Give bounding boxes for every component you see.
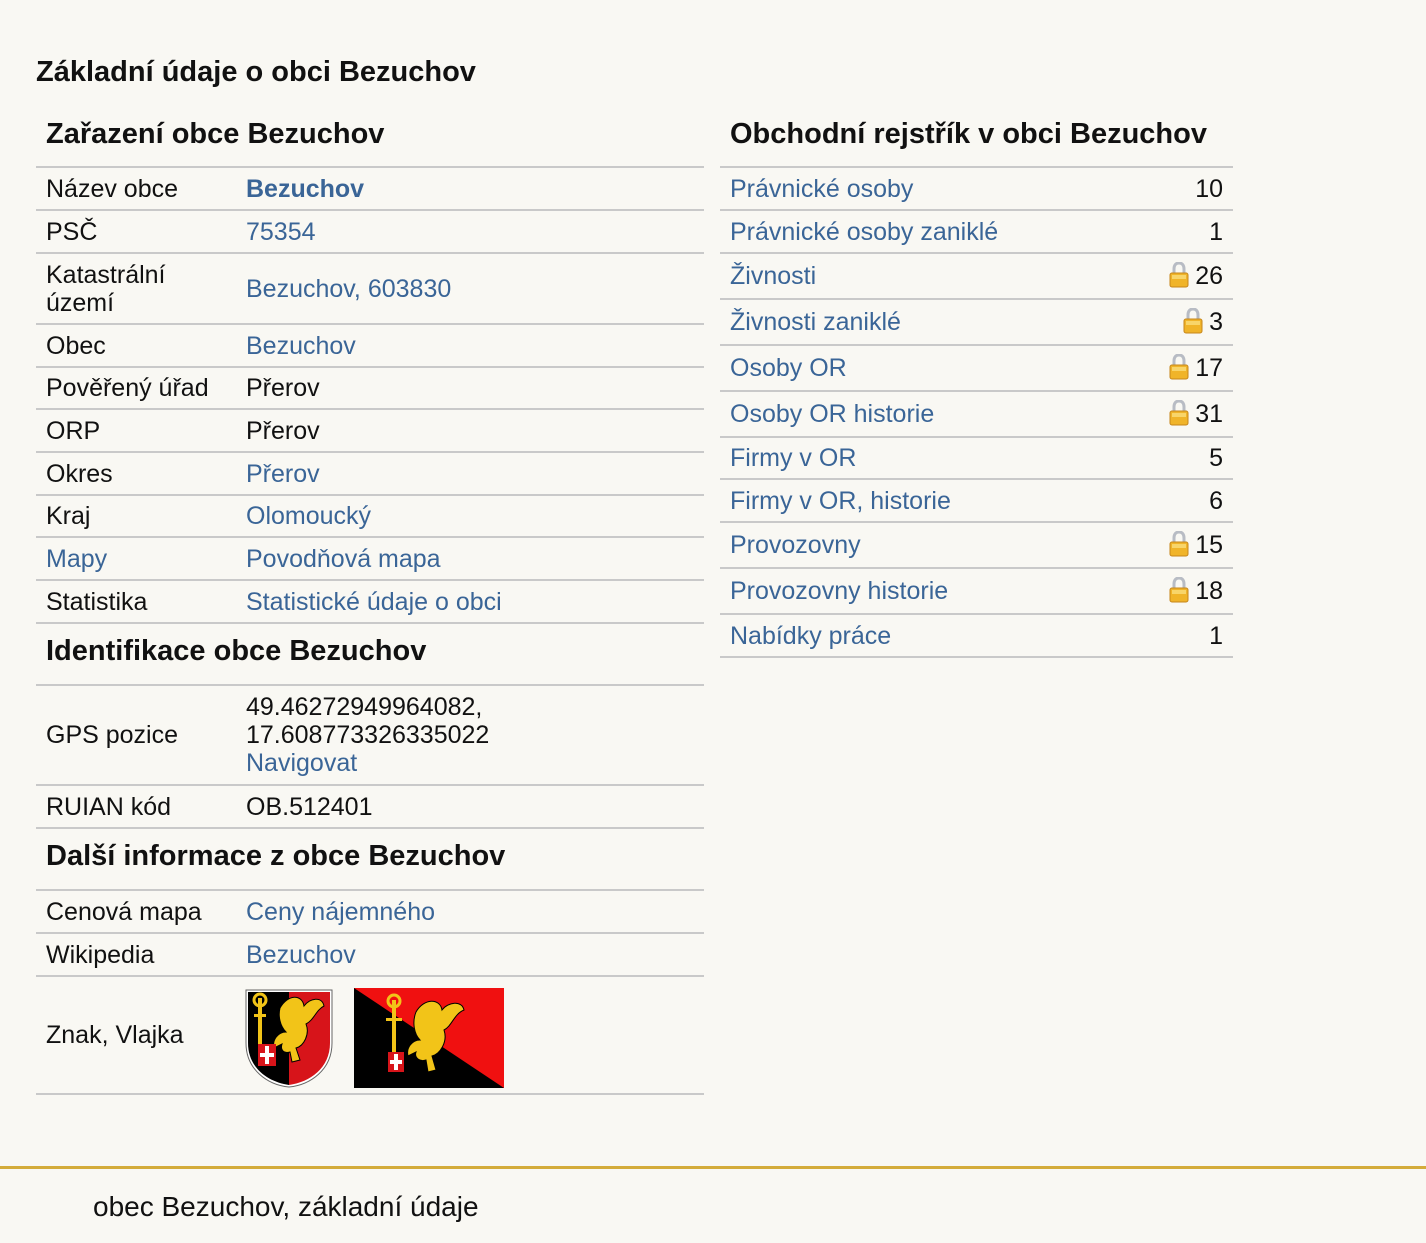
rejstrik-count: 31 <box>1195 400 1223 428</box>
table-row <box>720 299 1233 345</box>
table-row <box>36 324 704 367</box>
row-label: Statistika <box>36 580 236 623</box>
katastralni-uzemi-link[interactable]: Bezuchov, 603830 <box>246 274 452 303</box>
lock-icon <box>1169 400 1189 426</box>
lock-icon <box>1169 262 1189 288</box>
table-row <box>36 686 704 785</box>
navigate-link[interactable]: Navigovat <box>246 749 358 777</box>
statistika-link[interactable]: Statistické údaje o obci <box>246 587 502 616</box>
zarazeni-table <box>36 168 704 624</box>
rejstrik-count: 6 <box>1209 486 1223 515</box>
orp-value: Přerov <box>236 409 704 452</box>
coat-of-arms <box>244 988 334 1088</box>
row-label: Wikipedia <box>36 933 236 976</box>
rejstrik-count: 17 <box>1195 354 1223 382</box>
rejstrik-count: 1 <box>1209 621 1223 650</box>
table-row <box>36 409 704 452</box>
rejstrik-heading: Obchodní rejstřík v obci Bezuchov <box>720 110 1233 168</box>
rejstrik-link[interactable]: Osoby OR historie <box>730 400 935 428</box>
rejstrik-link[interactable]: Právnické osoby zaniklé <box>730 217 999 246</box>
gps-longitude: 17.608773326335022 <box>246 721 490 749</box>
obec-link[interactable]: Bezuchov <box>246 331 356 360</box>
row-label: Pověřený úřad <box>36 367 236 409</box>
row-label: Obec <box>36 324 236 367</box>
table-row <box>36 933 704 976</box>
psc-link[interactable]: 75354 <box>246 217 316 246</box>
rejstrik-count: 26 <box>1195 262 1223 290</box>
mapy-link[interactable]: Mapy <box>46 544 108 573</box>
gps-latitude: 49.46272949964082, <box>246 693 483 721</box>
rejstrik-link[interactable]: Právnické osoby <box>730 174 914 203</box>
rejstrik-table <box>720 168 1233 658</box>
table-row <box>720 614 1233 657</box>
table-row <box>36 785 704 828</box>
rejstrik-link[interactable]: Osoby OR <box>730 354 847 382</box>
row-label: ORP <box>36 409 236 452</box>
rejstrik-count: 5 <box>1209 444 1223 472</box>
obec-name-link[interactable]: Bezuchov <box>246 174 365 203</box>
row-label: GPS pozice <box>36 686 236 785</box>
ruian-value: OB.512401 <box>236 785 704 828</box>
lock-icon <box>1169 354 1189 380</box>
table-row <box>36 976 704 1094</box>
table-row <box>720 437 1233 479</box>
rejstrik-count: 3 <box>1209 308 1223 336</box>
table-row <box>36 253 704 324</box>
rejstrik-count: 10 <box>1195 174 1223 203</box>
footer-text: obec Bezuchov, základní údaje <box>93 1191 479 1222</box>
table-row <box>36 891 704 933</box>
table-row <box>36 580 704 623</box>
table-row <box>720 253 1233 299</box>
row-label: Katastrální území <box>36 253 236 324</box>
identifikace-heading: Identifikace obce Bezuchov <box>36 624 704 686</box>
lock-icon <box>1169 531 1189 557</box>
rejstrik-link[interactable]: Provozovny historie <box>730 577 949 605</box>
lock-icon <box>1183 308 1203 334</box>
table-row <box>36 495 704 537</box>
page-title: Základní údaje o obci Bezuchov <box>36 56 476 88</box>
rejstrik-link[interactable]: Provozovny <box>730 531 861 559</box>
rejstrik-link[interactable]: Živnosti <box>730 262 817 290</box>
rejstrik-count: 1 <box>1209 217 1223 246</box>
ceny-najemneho-link[interactable]: Ceny nájemného <box>246 897 436 926</box>
row-label: Cenová mapa <box>36 891 236 933</box>
municipal-flag <box>354 988 504 1088</box>
row-label: RUIAN kód <box>36 785 236 828</box>
dalsi-heading: Další informace z obce Bezuchov <box>36 829 704 891</box>
row-label: PSČ <box>36 210 236 253</box>
left-column <box>36 110 704 1095</box>
rejstrik-link[interactable]: Firmy v OR, historie <box>730 486 951 515</box>
table-row <box>720 345 1233 391</box>
zarazeni-heading: Zařazení obce Bezuchov <box>36 110 704 168</box>
table-row <box>36 452 704 495</box>
table-row <box>36 537 704 580</box>
table-row <box>36 168 704 210</box>
wikipedia-link[interactable]: Bezuchov <box>246 940 356 969</box>
row-label: Okres <box>36 452 236 495</box>
rejstrik-count: 18 <box>1195 577 1223 605</box>
dalsi-table <box>36 891 704 1095</box>
table-row <box>36 210 704 253</box>
kraj-link[interactable]: Olomoucký <box>246 502 372 530</box>
table-row <box>720 391 1233 437</box>
identifikace-table <box>36 686 704 829</box>
rejstrik-link[interactable]: Živnosti zaniklé <box>730 308 901 336</box>
table-row <box>720 568 1233 614</box>
okres-link[interactable]: Přerov <box>246 459 320 488</box>
row-label: Znak, Vlajka <box>36 976 236 1094</box>
table-row <box>720 479 1233 522</box>
table-row <box>720 522 1233 568</box>
table-row <box>720 210 1233 253</box>
right-column <box>720 110 1233 658</box>
povereny-urad-value: Přerov <box>236 367 704 409</box>
table-row <box>720 168 1233 210</box>
row-label: Kraj <box>36 495 236 537</box>
povodnova-mapa-link[interactable]: Povodňová mapa <box>246 544 441 573</box>
rejstrik-count: 15 <box>1195 531 1223 559</box>
rejstrik-link[interactable]: Nabídky práce <box>730 621 892 650</box>
rejstrik-link[interactable]: Firmy v OR <box>730 444 857 472</box>
footer <box>0 1166 1426 1243</box>
lock-icon <box>1169 577 1189 603</box>
table-row <box>36 367 704 409</box>
row-label: Název obce <box>36 168 236 210</box>
